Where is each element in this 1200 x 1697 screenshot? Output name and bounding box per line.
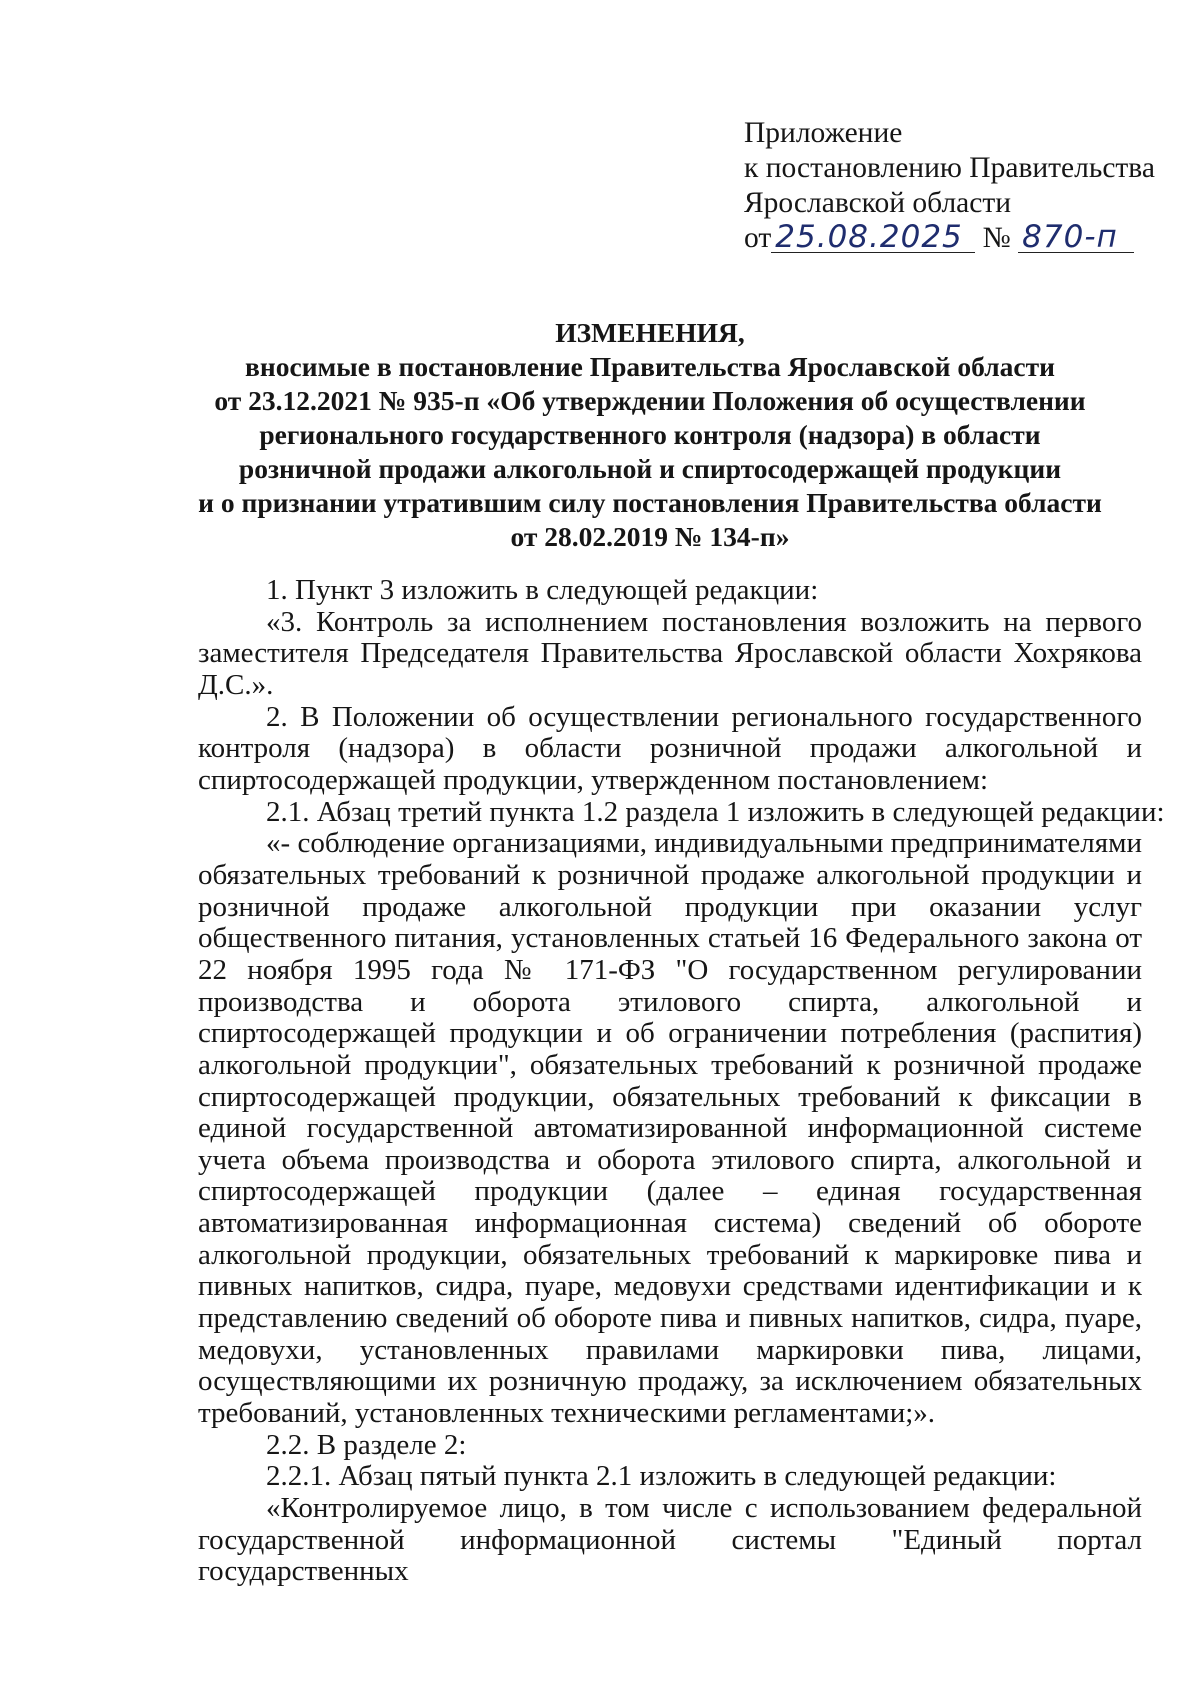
number-label: № [982, 222, 1011, 254]
appendix-block [744, 116, 1155, 256]
paragraph-7: 2.2.1. Абзац пятый пункта 2.1 изложить в следующей редакции: [266, 1460, 1057, 1493]
title-line-1: ИЗМЕНЕНИЯ, [555, 317, 745, 348]
paragraph-6: 2.2. В разделе 2: [266, 1428, 467, 1461]
appendix-date-number [744, 221, 1155, 256]
document-title [160, 316, 1140, 554]
paragraph-3: 2. В Положении об осуществлении регионального государственного контроля (надзора) в области розничной продажи алкогольной и спиртосодержащей продукции, утвержденном постановлением: [198, 700, 1142, 796]
appendix-to-resolution: к постановлению Правительства [744, 152, 1155, 184]
paragraph-5: «- соблюдение организациями, индивидуальными предпринимателями обязательных требований к розничной продаже алкогольной продукции и розничной продаже алкогольной продукции при оказании услуг общественного питания, установленных статьей 16 Федерального закона от 22 ноября 1995 года № 171-ФЗ "О государственном регулировании производства и оборота этилового спирта, алкогольной и спиртосодержащей продукции и об ограничении потребления (распития) алкогольной продукции", обязательных требований к розничной продаже спиртосодержащей продукции, обязательных требований к фиксации в единой государственной автоматизированной информационной системе учета объема производства и оборота этилового спирта, алкогольной и спиртосодержащей продукции (далее – единая государственная автоматизированная информационная система) сведений об обороте алкогольной продукции, обязательных требований к маркировке пива и пивных напитков, сидра, пуаре, медовухи средствами идентификации и к представлению сведений об обороте пива и пивных напитков, сидра, пуаре, медовухи, установленных правилами маркировки пива, лицами, осуществляющими их розничную продажу, за исключением обязательных требований, установленных техническими регламентами;». [198, 827, 1142, 1430]
handwritten-number: 870-п [1018, 222, 1134, 253]
paragraph-8: «Контролируемое лицо, в том числе с использованием федеральной государственной информационной системы "Единый портал государственных [198, 1492, 1142, 1588]
paragraph-4: 2.1. Абзац третий пункта 1.2 раздела 1 изложить в следующей редакции: [266, 795, 1165, 828]
paragraph-1: 1. Пункт 3 изложить в следующей редакции: [266, 574, 819, 606]
title-line-4: регионального государственного контроля (надзора) в области [259, 419, 1041, 450]
from-label: от [744, 222, 772, 254]
appendix-heading: Приложение [744, 117, 903, 149]
paragraph-2: «3. Контроль за исполнением постановления возложить на первого заместителя Председателя Правительства Ярославской области Хохрякова Д.С.». [198, 605, 1142, 701]
title-line-6: и о признании утратившим силу постановления Правительства области [198, 487, 1102, 518]
title-line-2: вносимые в постановление Правительства Ярославской области [245, 351, 1055, 382]
title-line-3: от 23.12.2021 № 935-п «Об утверждении Положения об осуществлении [214, 385, 1086, 416]
title-line-5: розничной продажи алкогольной и спиртосодержащей продукции [238, 453, 1062, 484]
document-body [198, 574, 1165, 1620]
appendix-region: Ярославской области [744, 187, 1012, 219]
title-line-7: от 28.02.2019 № 134-п» [510, 521, 790, 552]
handwritten-date: 25.08.2025 [771, 222, 975, 253]
